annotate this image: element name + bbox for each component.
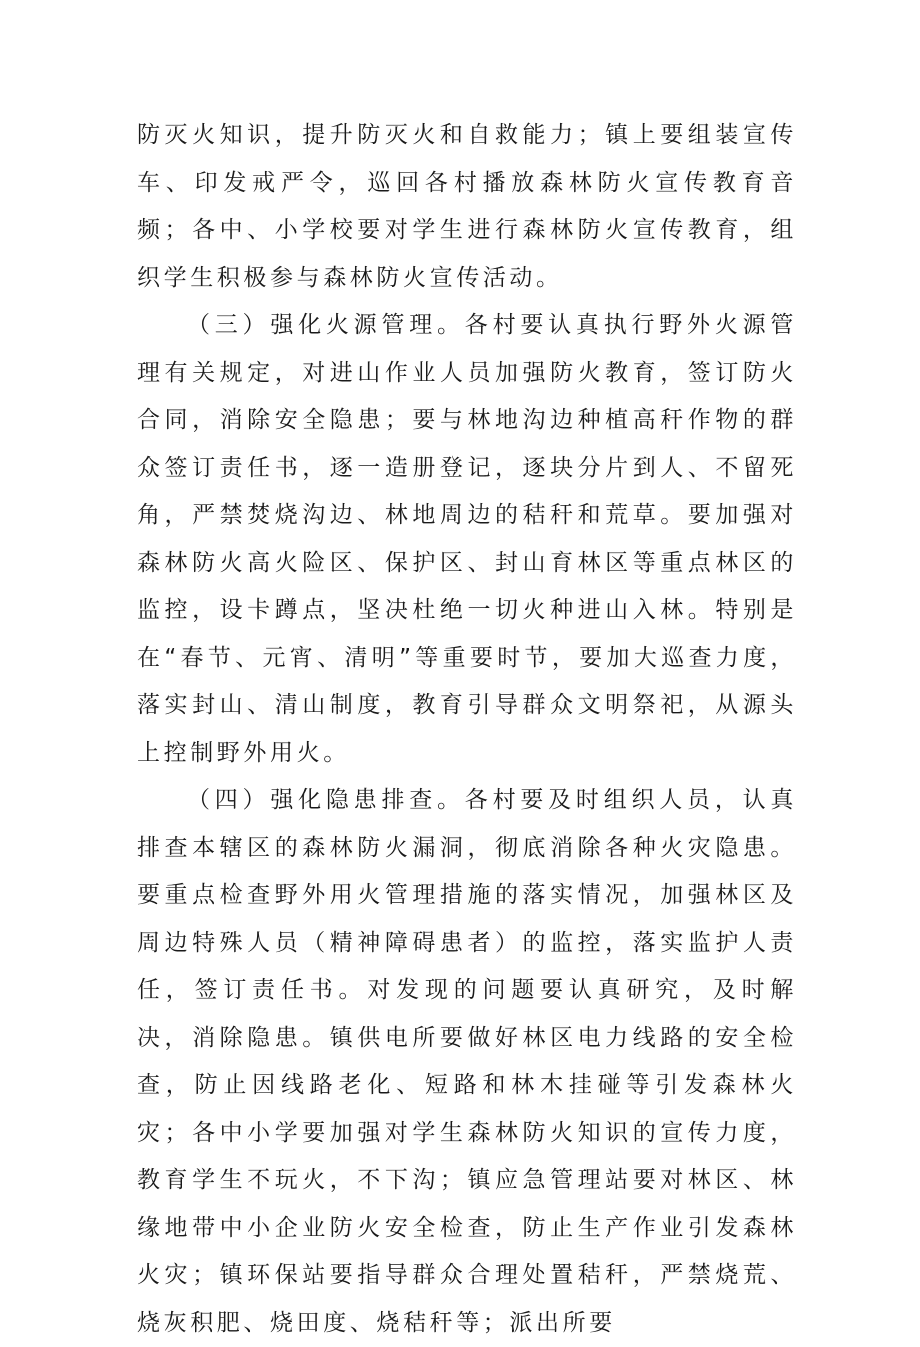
text-line: 点林区的监控，设卡蹲点，坚决杜绝一切火种进山入林。特别是: [137, 549, 797, 623]
text-line: 各中小学要加强对学生森林防火知识的宣传力度，教育学生不玩: [137, 1119, 797, 1193]
text-line: 山、清山制度，教育引导群众文明祭祀，从源头上控制野外用火。: [137, 692, 797, 766]
text-line: 记，逐块分片到人、不留死角，严禁焚烧沟边、林地周边的秸秆: [137, 454, 797, 528]
text-line: 定，对进山作业人员加强防火教育，签订防火合同，消除安全隐: [137, 359, 797, 433]
text-line: 全检查，防止生产作业引发森林火灾；镇环保站要指导群众合理: [137, 1214, 797, 1288]
paragraph-continuation: [137, 112, 797, 302]
text-line: 戒严令，巡回各村播放森林防火宣传教育音频；各中、小学校要: [137, 169, 797, 243]
text-line: 和荒草。要加强对森林防火高火险区、保护区、封山育林区等重: [137, 502, 797, 576]
document-body: [137, 112, 797, 1347]
text-line: 对学生进行森林防火宣传教育，组织学生积极参与森林防火宣传: [137, 217, 798, 291]
paragraph-hazard-inspection: [137, 777, 797, 1347]
text-line: （四）强化隐患排查。各村要及时组织人员，认真排查本辖: [137, 787, 797, 861]
text-line: 火，不下沟；镇应急管理站要对林区、林缘地带中小企业防火安: [137, 1167, 797, 1241]
text-line: 火管理措施的落实情况，加强林区及周边特殊人员（精神障碍患: [137, 882, 797, 956]
text-line: 者）的监控，落实监护人责任，签订责任书。对发现的问题要认: [137, 929, 797, 1003]
text-line: 防灭火知识，提升防灭火和自救能力；镇上要组装宣传车、印发: [137, 122, 797, 196]
text-line: 患；要与林地沟边种植高秆作物的群众签订责任书，逐一造册登: [137, 407, 797, 481]
text-line: 处置秸秆，严禁烧荒、烧灰积肥、烧田度、烧秸秆等；派出所要: [137, 1262, 797, 1336]
text-line: 区的森林防火漏洞，彻底消除各种火灾隐患。要重点检查野外用: [137, 834, 797, 908]
text-line: 真研究，及时解决，消除隐患。镇供电所要做好林区电力线路的: [137, 977, 797, 1051]
text-line: 安全检查，防止因线路老化、短路和林木挂碰等引发森林火灾；: [137, 1024, 797, 1146]
text-line: 活动。: [482, 264, 563, 291]
text-line: 在“春节、元宵、清明”等重要时节，要加大巡查力度，落实封: [137, 644, 797, 718]
paragraph-fire-source-management: [137, 302, 797, 777]
text-line: （三）强化火源管理。各村要认真执行野外火源管理有关规: [137, 312, 797, 386]
